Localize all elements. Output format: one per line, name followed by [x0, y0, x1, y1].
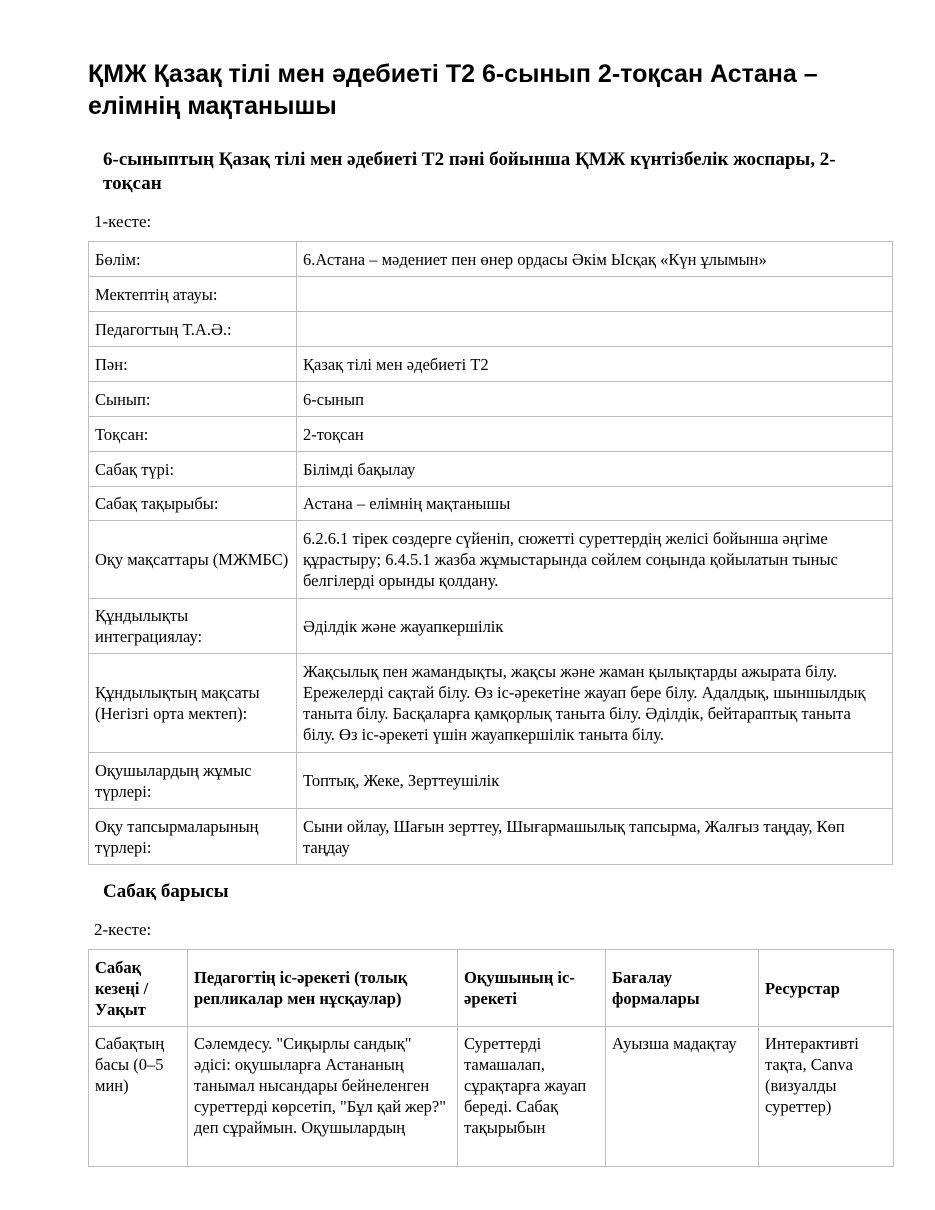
table-row — [89, 347, 893, 382]
section-heading: Сабақ барысы — [103, 881, 229, 902]
info-label: Сабақ түрі: — [89, 452, 297, 487]
info-label: Бөлім: — [89, 242, 297, 277]
info-value: Жақсылық пен жамандықты, жақсы және жаман қылықтарды ажырата білу. Ережелерді сақтай білу. Өз іс-әрекетіне жауап бере білу. Адалдық, шыншылдық таныта білу. Басқаларға қамқорлық таныта білу. Әділдік, бейтараптық таныта білу. Өз іс-әрекеті үшін жауапкершілік таныта білу. — [297, 654, 893, 753]
column-header: Сабақ кезеңі / Уақыт — [89, 950, 188, 1027]
info-label: Оқушылардың жұмыс түрлері: — [89, 753, 297, 809]
table-row — [89, 242, 893, 277]
info-label: Құндылықтың мақсаты (Негізгі орта мектеп): — [89, 654, 297, 753]
table-row — [89, 277, 893, 312]
info-value: 6.2.6.1 тірек сөздерге сүйеніп, сюжетті суреттердің желісі бойынша әңгіме құрастыру; 6.4.5.1 жазба жұмыстарында сөйлем соңында қойылатын тыныс белгілерді орынды қолдану. — [297, 521, 893, 599]
table-row — [89, 417, 893, 452]
table-cell: Сәлемдесу. "Сиқырлы сандық" әдісі: оқушыларға Астананың танымал нысандары бейнеленген суреттерді көрсетіп, "Бұл қай жер?" деп сұраймын. Оқушылардың — [188, 1027, 458, 1167]
table-cell: Ауызша мадақтау — [606, 1027, 759, 1167]
table2-caption: 2-кесте: — [94, 920, 152, 939]
info-value: Сыни ойлау, Шағын зерттеу, Шығармашылық тапсырма, Жалғыз таңдау, Көп таңдау — [297, 809, 893, 865]
lesson-flow-table — [88, 949, 894, 1167]
info-label: Оқу мақсаттары (МЖМБС) — [89, 521, 297, 599]
table-row — [89, 1027, 894, 1167]
info-label: Сынып: — [89, 382, 297, 417]
table-cell: Сабақтың басы (0–5 мин) — [89, 1027, 188, 1167]
info-label: Сабақ тақырыбы: — [89, 487, 297, 521]
table-row — [89, 382, 893, 417]
table-row — [89, 487, 893, 521]
info-label: Пән: — [89, 347, 297, 382]
column-header: Оқушының іс-әрекеті — [458, 950, 606, 1027]
table-row — [89, 753, 893, 809]
column-header: Ресурстар — [759, 950, 894, 1027]
table-row — [89, 312, 893, 347]
table-header-row — [89, 950, 894, 1027]
table-row — [89, 452, 893, 487]
table-row — [89, 521, 893, 599]
table-row — [89, 809, 893, 865]
info-value: 6-сынып — [297, 382, 893, 417]
info-value: Әділдік және жауапкершілік — [297, 599, 893, 654]
info-value: Топтық, Жеке, Зерттеушілік — [297, 753, 893, 809]
info-value: 6.Астана – мәдениет пен өнер ордасы Әкім Ысқақ «Күн ұлымын» — [297, 242, 893, 277]
table-row — [89, 599, 893, 654]
column-header: Бағалау формалары — [606, 950, 759, 1027]
info-label: Оқу тапсырмаларының түрлері: — [89, 809, 297, 865]
info-label: Тоқсан: — [89, 417, 297, 452]
info-label: Мектептің атауы: — [89, 277, 297, 312]
table-cell: Суреттерді тамашалап, сұрақтарға жауап береді. Сабақ тақырыбын — [458, 1027, 606, 1167]
info-value: Білімді бақылау — [297, 452, 893, 487]
document-title: ҚМЖ Қазақ тілі мен әдебиеті Т2 6-сынып 2-тоқсан Астана – елімнің мақтанышы — [88, 60, 818, 120]
info-value: 2-тоқсан — [297, 417, 893, 452]
table-cell: Интерактивті тақта, Canva (визуалды суреттер) — [759, 1027, 894, 1167]
lesson-info-table — [88, 241, 893, 865]
info-value — [297, 312, 893, 347]
info-value: Астана – елімнің мақтанышы — [297, 487, 893, 521]
info-label: Құндылықты интеграциялау: — [89, 599, 297, 654]
info-label: Педагогтың Т.А.Ә.: — [89, 312, 297, 347]
info-value — [297, 277, 893, 312]
table-row — [89, 654, 893, 753]
table1-caption: 1-кесте: — [94, 212, 152, 231]
document-subtitle: 6-сыныптың Қазақ тілі мен әдебиеті Т2 пәні бойынша ҚМЖ күнтізбелік жоспары, 2-тоқсан — [103, 149, 836, 194]
column-header: Педагогтің іс-әрекеті (толық репликалар мен нұсқаулар) — [188, 950, 458, 1027]
info-value: Қазақ тілі мен әдебиеті Т2 — [297, 347, 893, 382]
